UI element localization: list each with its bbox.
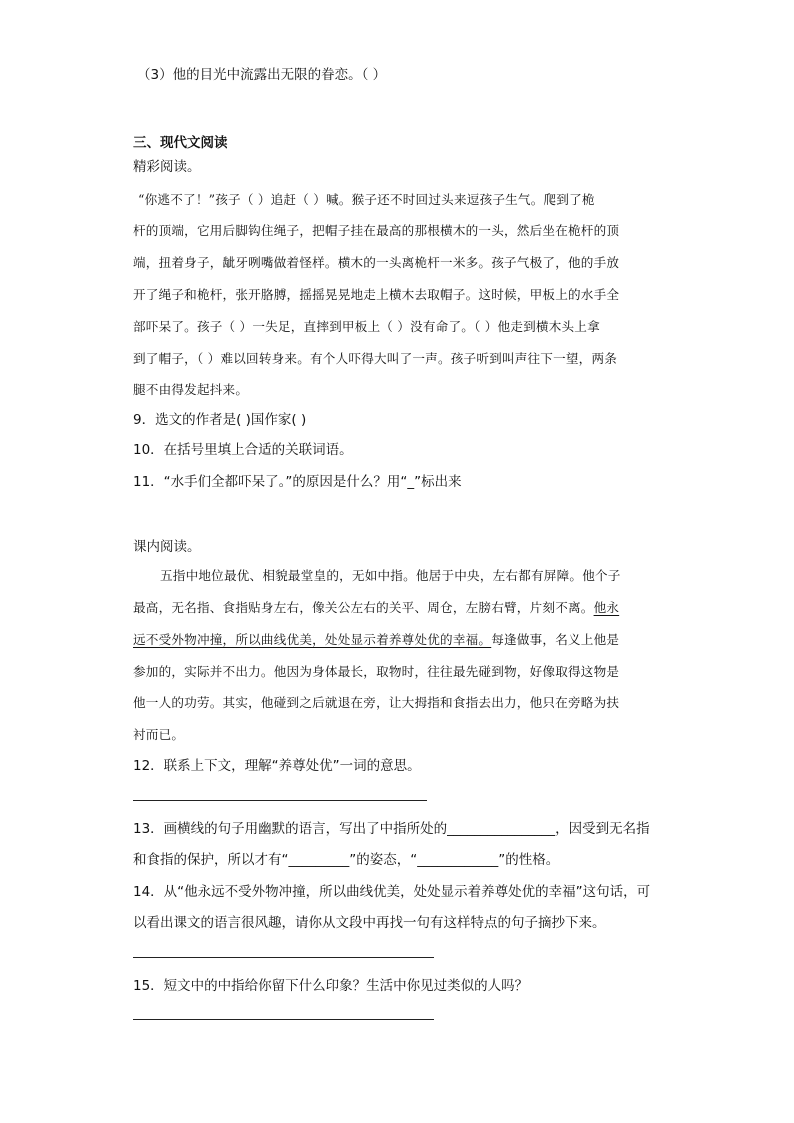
answer-line-15[interactable] (133, 1019, 434, 1020)
answer-line-12[interactable] (133, 800, 427, 801)
question-13-line-2: 和食指的保护，所以才有“_________”的姿态，“____________”的性格。 (133, 852, 560, 868)
question-13-line-1: 13．画横线的句子用幽默的语言，写出了中指所处的________________，因受到无名指 (133, 821, 650, 837)
passage2-line-5: 他一人的功劳。其实，他碰到之后就退在旁，让大拇指和食指去出力，他只在旁略为扶 (133, 695, 620, 710)
passage1-line-6: 到了帽子，（ ）难以回转身来。有个人吓得大叫了一声。孩子听到叫声往下一望，两条 (133, 351, 618, 366)
passage2-line-1: 五指中地位最优、相貌最堂皇的，无如中指。他居于中央，左右都有屏障。他个子 (160, 568, 621, 583)
passage2-line-3 (133, 631, 619, 649)
passage1-line-3: 端，扭着身子，龇牙咧嘴做着怪样。横木的一头离桅杆一米多。孩子气极了，他的手放 (133, 255, 620, 270)
passage1-line-7: 腿不由得发起抖来。 (133, 382, 249, 397)
question-14-line-1: 14．从“他永远不受外物冲撞，所以曲线优美，处处显示着养尊处优的幸福”这句话，可 (133, 884, 651, 900)
question-item-3: （3）他的目光中流露出无限的眷恋。（ ） (137, 67, 387, 83)
answer-line-14[interactable] (133, 957, 434, 958)
passage1-line-1: “你逃不了！”孩子（ ）追赶（ ）喊。猴子还不时回过头来逗孩子生气。爬到了桅 (138, 192, 595, 207)
passage1-line-2: 杆的顶端，它用后脚钩住绳子，把帽子挂在最高的那根横木的一头，然后坐在桅杆的顶 (133, 223, 620, 238)
passage2-line-2-text: 最高，无名指、食指贴身左右，像关公左右的关平、周仓，左膀右臂，片刻不离。 (133, 600, 594, 615)
passage2-line-6: 衬而已。 (133, 727, 185, 742)
passage1-line-4: 开了绳子和桅杆，张开胳膊，摇摇晃晃地走上横木去取帽子。这时候，甲板上的水手全 (133, 287, 620, 302)
subsection-title-1: 精彩阅读。 (133, 159, 201, 175)
underlined-sentence-end: 远不受外物冲撞，所以曲线优美，处处显示着养尊处优的幸福。 (133, 632, 492, 647)
question-14-line-2: 以看出课文的语言很风趣，请你从文段中再找一句有这样特点的句子摘抄下来。 (133, 915, 606, 931)
subsection-title-2: 课内阅读。 (133, 539, 201, 555)
question-11: 11．“水手们全都吓呆了。”的原因是什么？用“_”标出来 (133, 474, 462, 490)
underlined-sentence-start: 他永 (593, 600, 620, 615)
question-15: 15．短文中的中指给你留下什么印象？生活中你见过类似的人吗？ (133, 978, 529, 994)
passage2-line-2 (133, 599, 619, 617)
section-title: 三、现代文阅读 (133, 135, 228, 151)
question-9: 9．选文的作者是( )国作家( ) (133, 412, 307, 428)
question-10: 10．在括号里填上合适的关联词语。 (133, 442, 353, 458)
question-12: 12．联系上下文，理解“养尊处优”一词的意思。 (133, 758, 421, 774)
passage2-line-4: 参加的，实际并不出力。他因为身体最长，取物时，往往最先碰到物，好像取得这物是 (133, 664, 620, 679)
passage1-line-5: 部吓呆了。孩子（ ）一失足，直摔到甲板上（ ）没有命了。（ ）他走到横木头上拿 (133, 319, 600, 334)
passage2-line-3-text: 每逢做事，名义上他是 (491, 632, 620, 647)
